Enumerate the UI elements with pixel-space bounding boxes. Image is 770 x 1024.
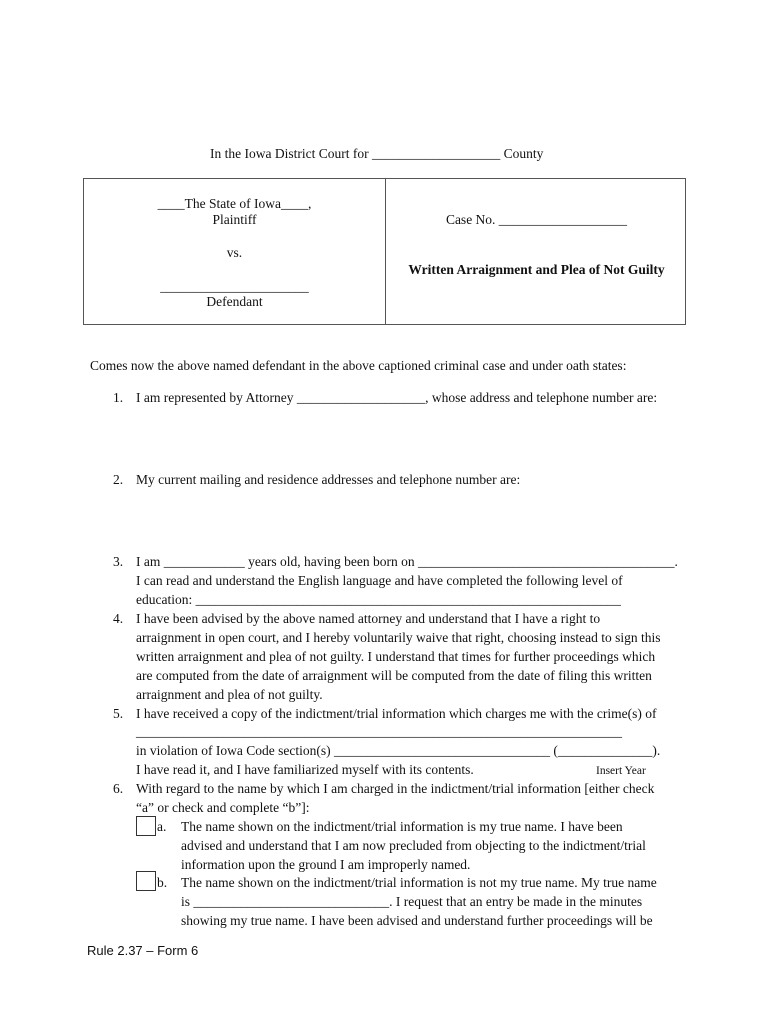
option-b-line: is _____________________________. I request that an entry be made in the minutes	[181, 894, 643, 909]
defendant-line: ______________________	[160, 279, 309, 294]
item-number: 1.	[113, 390, 124, 405]
item-line: I have read it, and I have familiarized myself with its contents.	[136, 762, 474, 777]
item-line: written arraignment and plea of not guilty. I understand that times for further proceedings which	[136, 649, 656, 664]
item-line: arraignment and plea of not guilty.	[136, 687, 323, 702]
item-number: 6.	[113, 781, 124, 796]
item-line: I am ____________ years old, having been born on ______________________________________.	[136, 554, 678, 569]
plaintiff-label: Plaintiff	[212, 212, 257, 227]
option-a-line: The name shown on the indictment/trial information is my true name. I have been	[181, 819, 623, 834]
form-title: Written Arraignment and Plea of Not Guilty	[408, 262, 665, 277]
court-heading: In the Iowa District Court for ___________________ County	[210, 146, 544, 161]
item-line: My current mailing and residence addresses and telephone number are:	[136, 472, 521, 487]
option-a-letter: a.	[157, 819, 167, 834]
defendant-label: Defendant	[206, 294, 263, 309]
case-caption-box	[83, 178, 686, 325]
item-line: are computed from the date of arraignment will be computed from the date of filing this written	[136, 668, 652, 683]
item-line: I have been advised by the above named attorney and understand that I have a right to	[136, 611, 601, 626]
caption-divider	[385, 179, 386, 324]
item-line: arraignment in open court, and I hereby voluntarily waive that right, choosing instead to sign this	[136, 630, 661, 645]
item-line: I have received a copy of the indictment/trial information which charges me with the crime(s) of	[136, 706, 657, 721]
item-number: 5.	[113, 706, 124, 721]
item-number: 3.	[113, 554, 124, 569]
option-a-line: advised and understand that I am now precluded from objecting to the indictment/trial	[181, 838, 646, 853]
option-a-checkbox[interactable]	[136, 816, 156, 836]
item-number: 4.	[113, 611, 124, 626]
insert-year-label: Insert Year	[596, 765, 646, 777]
form-rule-footer: Rule 2.37 – Form 6	[87, 943, 199, 958]
case-number: Case No. ___________________	[445, 212, 628, 227]
item-line: education: _______________________________________________________________	[136, 592, 621, 607]
option-b-line: The name shown on the indictment/trial information is not my true name. My true name	[181, 875, 657, 890]
intro-statement: Comes now the above named defendant in the above captioned criminal case and under oath states:	[90, 358, 627, 373]
item-line: With regard to the name by which I am charged in the indictment/trial information [either check	[136, 781, 655, 796]
item-line: ________________________________________________________________________	[136, 724, 622, 739]
plaintiff-name: ____The State of Iowa____,	[157, 196, 312, 211]
vs-label: vs.	[226, 245, 243, 260]
item-line: I am represented by Attorney ___________________, whose address and telephone number are:	[136, 390, 658, 405]
option-b-letter: b.	[157, 875, 168, 890]
option-b-checkbox[interactable]	[136, 871, 156, 891]
option-a-line: information upon the ground I am improperly named.	[181, 857, 471, 872]
item-number: 2.	[113, 472, 124, 487]
item-line: in violation of Iowa Code section(s) ________________________________ (______________).	[136, 743, 661, 758]
option-b-line: showing my true name. I have been advised and understand further proceedings will be	[181, 913, 653, 928]
item-line: I can read and understand the English language and have completed the following level of	[136, 573, 623, 588]
item-line: “a” or check and complete “b”]:	[136, 800, 310, 815]
